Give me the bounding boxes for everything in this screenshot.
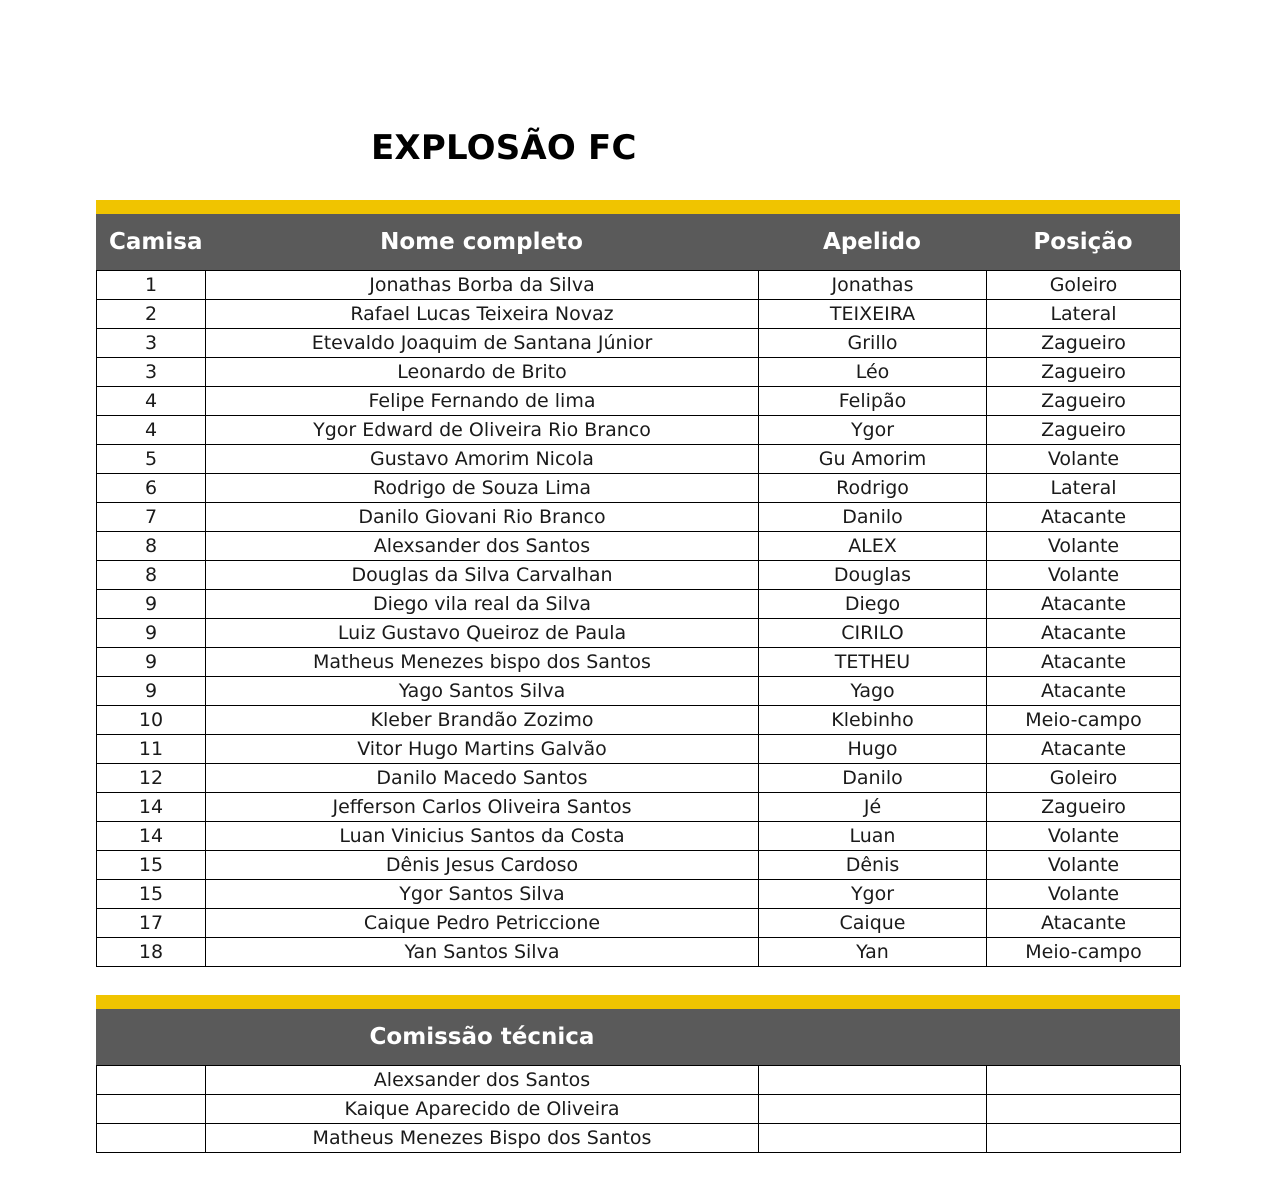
cell-posicao: Volante <box>987 822 1181 851</box>
cell-camisa: 9 <box>97 619 206 648</box>
table-row <box>97 387 1181 416</box>
cell-apelido <box>759 1066 987 1095</box>
cell-nome: Caique Pedro Petriccione <box>206 909 759 938</box>
staff-header-title: Comissão técnica <box>369 1024 595 1050</box>
cell-posicao: Atacante <box>987 735 1181 764</box>
cell-camisa: 4 <box>97 416 206 445</box>
roster-accent-bar <box>96 200 1180 214</box>
cell-nome: Ygor Edward de Oliveira Rio Branco <box>206 416 759 445</box>
cell-apelido: Jé <box>759 793 987 822</box>
table-row <box>97 735 1181 764</box>
cell-camisa: 14 <box>97 822 206 851</box>
cell-nome: Leonardo de Brito <box>206 358 759 387</box>
cell-posicao: Goleiro <box>987 271 1181 300</box>
roster-header <box>96 214 1180 270</box>
cell-nome: Yago Santos Silva <box>206 677 759 706</box>
cell-nome: Rodrigo de Souza Lima <box>206 474 759 503</box>
cell-apelido: Jonathas <box>759 271 987 300</box>
cell-apelido: Ygor <box>759 880 987 909</box>
table-row <box>97 764 1181 793</box>
cell-camisa: 14 <box>97 793 206 822</box>
staff-accent-bar <box>96 995 1180 1009</box>
table-row <box>97 648 1181 677</box>
cell-apelido <box>759 1124 987 1153</box>
cell-camisa <box>97 1095 206 1124</box>
cell-camisa: 5 <box>97 445 206 474</box>
cell-camisa: 2 <box>97 300 206 329</box>
table-row <box>97 474 1181 503</box>
cell-apelido: Dênis <box>759 851 987 880</box>
table-row <box>97 1066 1181 1095</box>
cell-posicao: Zagueiro <box>987 793 1181 822</box>
cell-nome: Yan Santos Silva <box>206 938 759 967</box>
cell-nome: Diego vila real da Silva <box>206 590 759 619</box>
cell-posicao <box>987 1124 1181 1153</box>
cell-nome: Matheus Menezes bispo dos Santos <box>206 648 759 677</box>
cell-nome: Jefferson Carlos Oliveira Santos <box>206 793 759 822</box>
cell-nome: Ygor Santos Silva <box>206 880 759 909</box>
cell-posicao: Zagueiro <box>987 416 1181 445</box>
cell-camisa: 15 <box>97 880 206 909</box>
cell-posicao: Zagueiro <box>987 387 1181 416</box>
cell-apelido: CIRILO <box>759 619 987 648</box>
cell-apelido: Hugo <box>759 735 987 764</box>
roster-table <box>96 270 1181 967</box>
cell-posicao <box>987 1095 1181 1124</box>
cell-posicao: Goleiro <box>987 764 1181 793</box>
cell-nome: Kaique Aparecido de Oliveira <box>206 1095 759 1124</box>
cell-posicao: Volante <box>987 561 1181 590</box>
cell-apelido: Léo <box>759 358 987 387</box>
table-row <box>97 532 1181 561</box>
cell-apelido: Grillo <box>759 329 987 358</box>
cell-nome: Danilo Macedo Santos <box>206 764 759 793</box>
table-row <box>97 561 1181 590</box>
cell-camisa: 18 <box>97 938 206 967</box>
cell-apelido: Douglas <box>759 561 987 590</box>
cell-posicao: Atacante <box>987 909 1181 938</box>
cell-nome: Douglas da Silva Carvalhan <box>206 561 759 590</box>
cell-posicao: Atacante <box>987 677 1181 706</box>
cell-nome: Alexsander dos Santos <box>206 532 759 561</box>
table-row <box>97 706 1181 735</box>
cell-nome: Luiz Gustavo Queiroz de Paula <box>206 619 759 648</box>
staff-table <box>96 1065 1181 1153</box>
header-apelido: Apelido <box>823 229 921 255</box>
table-row <box>97 271 1181 300</box>
table-row <box>97 503 1181 532</box>
cell-posicao: Zagueiro <box>987 358 1181 387</box>
cell-nome: Vitor Hugo Martins Galvão <box>206 735 759 764</box>
cell-posicao: Lateral <box>987 474 1181 503</box>
page-title: EXPLOSÃO FC <box>371 128 637 168</box>
table-row <box>97 677 1181 706</box>
table-row <box>97 329 1181 358</box>
table-row <box>97 822 1181 851</box>
cell-posicao: Atacante <box>987 619 1181 648</box>
table-row <box>97 880 1181 909</box>
cell-nome: Luan Vinicius Santos da Costa <box>206 822 759 851</box>
cell-camisa: 6 <box>97 474 206 503</box>
cell-camisa: 4 <box>97 387 206 416</box>
table-row <box>97 938 1181 967</box>
cell-nome: Rafael Lucas Teixeira Novaz <box>206 300 759 329</box>
cell-nome: Felipe Fernando de lima <box>206 387 759 416</box>
cell-posicao: Atacante <box>987 590 1181 619</box>
cell-nome: Etevaldo Joaquim de Santana Júnior <box>206 329 759 358</box>
cell-apelido: Ygor <box>759 416 987 445</box>
cell-camisa: 12 <box>97 764 206 793</box>
cell-apelido: Felipão <box>759 387 987 416</box>
cell-camisa <box>97 1124 206 1153</box>
cell-posicao: Lateral <box>987 300 1181 329</box>
cell-apelido: Luan <box>759 822 987 851</box>
cell-posicao: Volante <box>987 851 1181 880</box>
table-row <box>97 416 1181 445</box>
cell-camisa: 8 <box>97 532 206 561</box>
cell-nome: Matheus Menezes Bispo dos Santos <box>206 1124 759 1153</box>
cell-posicao: Meio-campo <box>987 706 1181 735</box>
cell-camisa <box>97 1066 206 1095</box>
cell-posicao: Atacante <box>987 648 1181 677</box>
cell-camisa: 15 <box>97 851 206 880</box>
cell-apelido: TETHEU <box>759 648 987 677</box>
staff-header <box>96 1009 1180 1065</box>
roster-table-block <box>96 200 1180 967</box>
table-row <box>97 358 1181 387</box>
cell-apelido: Danilo <box>759 503 987 532</box>
header-nome: Nome completo <box>380 229 583 255</box>
cell-nome: Alexsander dos Santos <box>206 1066 759 1095</box>
cell-apelido: TEIXEIRA <box>759 300 987 329</box>
cell-camisa: 3 <box>97 329 206 358</box>
cell-posicao: Atacante <box>987 503 1181 532</box>
cell-posicao <box>987 1066 1181 1095</box>
cell-posicao: Volante <box>987 880 1181 909</box>
cell-apelido: Diego <box>759 590 987 619</box>
header-camisa: Camisa <box>109 229 203 255</box>
table-row <box>97 619 1181 648</box>
cell-camisa: 10 <box>97 706 206 735</box>
cell-camisa: 9 <box>97 648 206 677</box>
cell-nome: Jonathas Borba da Silva <box>206 271 759 300</box>
cell-camisa: 17 <box>97 909 206 938</box>
cell-apelido: Yago <box>759 677 987 706</box>
cell-apelido: Rodrigo <box>759 474 987 503</box>
cell-posicao: Volante <box>987 532 1181 561</box>
table-row <box>97 793 1181 822</box>
table-row <box>97 590 1181 619</box>
cell-camisa: 7 <box>97 503 206 532</box>
cell-nome: Gustavo Amorim Nicola <box>206 445 759 474</box>
cell-nome: Kleber Brandão Zozimo <box>206 706 759 735</box>
table-row <box>97 1095 1181 1124</box>
cell-apelido: Caique <box>759 909 987 938</box>
cell-camisa: 8 <box>97 561 206 590</box>
cell-camisa: 3 <box>97 358 206 387</box>
table-row <box>97 851 1181 880</box>
cell-camisa: 9 <box>97 677 206 706</box>
cell-camisa: 9 <box>97 590 206 619</box>
table-row <box>97 445 1181 474</box>
cell-nome: Dênis Jesus Cardoso <box>206 851 759 880</box>
cell-apelido: Danilo <box>759 764 987 793</box>
cell-apelido: ALEX <box>759 532 987 561</box>
cell-posicao: Meio-campo <box>987 938 1181 967</box>
cell-apelido: Gu Amorim <box>759 445 987 474</box>
cell-nome: Danilo Giovani Rio Branco <box>206 503 759 532</box>
cell-camisa: 11 <box>97 735 206 764</box>
cell-camisa: 1 <box>97 271 206 300</box>
cell-posicao: Zagueiro <box>987 329 1181 358</box>
header-posicao: Posição <box>1033 229 1133 255</box>
table-row <box>97 300 1181 329</box>
cell-apelido <box>759 1095 987 1124</box>
staff-table-block <box>96 995 1180 1153</box>
table-row <box>97 1124 1181 1153</box>
cell-posicao: Volante <box>987 445 1181 474</box>
table-row <box>97 909 1181 938</box>
cell-apelido: Klebinho <box>759 706 987 735</box>
cell-apelido: Yan <box>759 938 987 967</box>
